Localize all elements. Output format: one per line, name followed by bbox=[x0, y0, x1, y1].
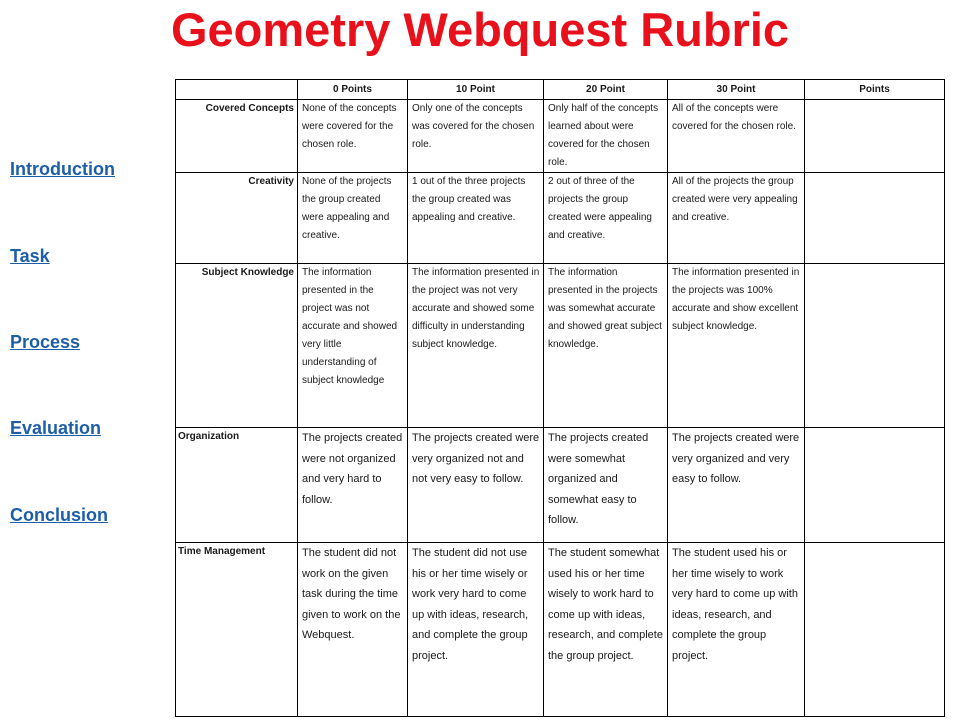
rubric-cell: The student did not use his or her time wisely or work very hard to come up with ideas, research, and complete the group project. bbox=[408, 543, 544, 717]
header-cell-20-point: 20 Point bbox=[544, 80, 668, 100]
rubric-cell: The student used his or her time wisely to work very hard to come up with ideas, research, and complete the group project. bbox=[668, 543, 805, 717]
rubric-cell: All of the concepts were covered for the chosen role. bbox=[668, 100, 805, 173]
rubric-row-organization bbox=[176, 428, 945, 543]
rubric-cell: The information presented in the project was not accurate and showed very little understanding of subject knowledge bbox=[298, 264, 408, 428]
rubric-cell: The projects created were very organized and very easy to follow. bbox=[668, 428, 805, 543]
header-cell-blank bbox=[176, 80, 298, 100]
rubric-cell: Only one of the concepts was covered for the chosen role. bbox=[408, 100, 544, 173]
rubric-row-time-management bbox=[176, 543, 945, 717]
header-cell-0-points: 0 Points bbox=[298, 80, 408, 100]
rubric-cell: The information presented in the projects was somewhat accurate and showed great subject knowledge. bbox=[544, 264, 668, 428]
points-cell bbox=[805, 173, 945, 264]
criterion-label: Time Management bbox=[176, 543, 298, 717]
points-cell bbox=[805, 428, 945, 543]
rubric-cell: 2 out of three of the projects the group created were appealing and creative. bbox=[544, 173, 668, 264]
rubric-cell: 1 out of the three projects the group created was appealing and creative. bbox=[408, 173, 544, 264]
page-title: Geometry Webquest Rubric bbox=[170, 3, 790, 56]
nav-link-evaluation[interactable]: Evaluation bbox=[10, 418, 102, 438]
header-cell-10-point: 10 Point bbox=[408, 80, 544, 100]
rubric-cell: The student somewhat used his or her time wisely to work hard to come up with ideas, research, and complete the group project. bbox=[544, 543, 668, 717]
criterion-label: Organization bbox=[176, 428, 298, 543]
header-cell-points: Points bbox=[805, 80, 945, 100]
rubric-row-subject-knowledge bbox=[176, 264, 945, 428]
rubric-cell: The projects created were very organized not and not very easy to follow. bbox=[408, 428, 544, 543]
rubric-row-covered-concepts bbox=[176, 100, 945, 173]
points-cell bbox=[805, 543, 945, 717]
header-cell-30-point: 30 Point bbox=[668, 80, 805, 100]
rubric-row-creativity bbox=[176, 173, 945, 264]
rubric-cell: The projects created were somewhat organized and somewhat easy to follow. bbox=[544, 428, 668, 543]
rubric-cell: None of the projects the group created were appealing and creative. bbox=[298, 173, 408, 264]
rubric-cell: The information presented in the projects was 100% accurate and show excellent subject knowledge. bbox=[668, 264, 805, 428]
rubric-cell: The student did not work on the given task during the time given to work on the Webquest. bbox=[298, 543, 408, 717]
points-cell bbox=[805, 264, 945, 428]
criterion-label: Subject Knowledge bbox=[176, 264, 298, 428]
rubric-table bbox=[175, 79, 945, 717]
criterion-label: Covered Concepts bbox=[176, 100, 298, 173]
rubric-cell: None of the concepts were covered for the chosen role. bbox=[298, 100, 408, 173]
nav-link-conclusion[interactable]: Conclusion bbox=[10, 505, 108, 525]
nav-link-process[interactable]: Process bbox=[10, 332, 81, 352]
criterion-label: Creativity bbox=[176, 173, 298, 264]
rubric-cell: The projects created were not organized and very hard to follow. bbox=[298, 428, 408, 543]
nav-link-task[interactable]: Task bbox=[10, 246, 50, 266]
nav-link-introduction[interactable]: Introduction bbox=[10, 159, 115, 179]
rubric-cell: The information presented in the project was not very accurate and showed some difficulty in understanding subject knowledge. bbox=[408, 264, 544, 428]
points-cell bbox=[805, 100, 945, 173]
rubric-cell: Only half of the concepts learned about were covered for the chosen role. bbox=[544, 100, 668, 173]
rubric-cell: All of the projects the group created were very appealing and creative. bbox=[668, 173, 805, 264]
rubric-header-row bbox=[176, 80, 945, 100]
